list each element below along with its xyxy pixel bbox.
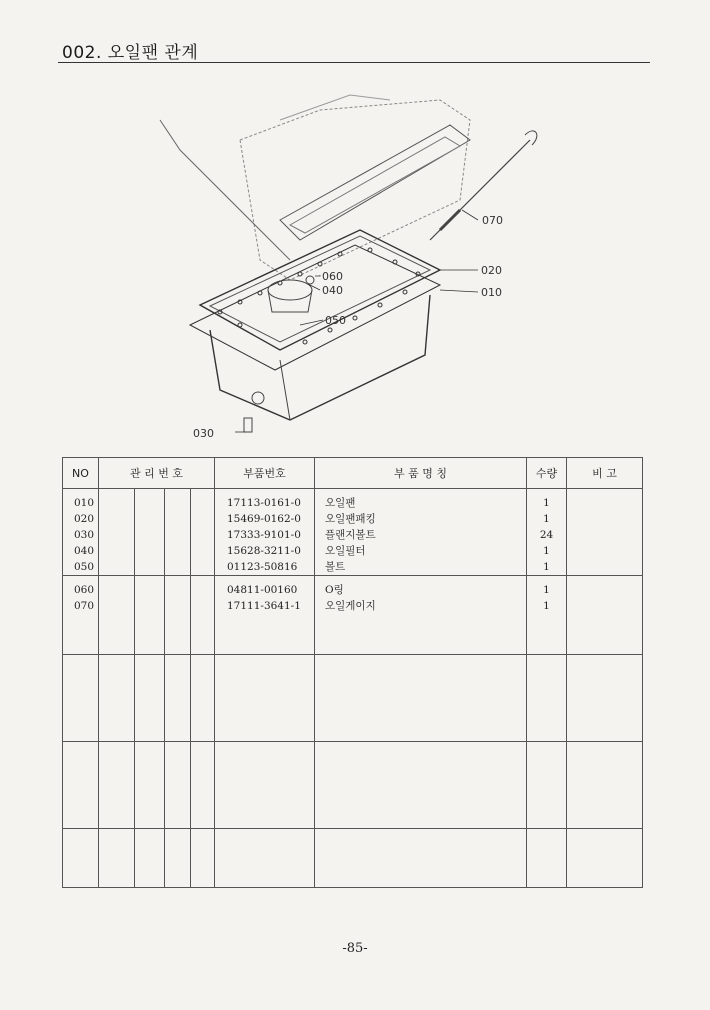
- cell-mgmt-1: [99, 576, 135, 655]
- cell-part-name: [315, 742, 527, 829]
- cell-part-name-value: 오일게이지: [325, 600, 376, 612]
- cell-part-name-value: 플랜지볼트: [325, 529, 376, 541]
- cell-no-value: 010: [74, 497, 95, 509]
- cell-part-no-value: 17333-9101-0: [227, 529, 301, 541]
- cell-part-name: [315, 829, 527, 888]
- cell-mgmt-1: [99, 829, 135, 888]
- page-title: 002. 오일팬 관계: [62, 43, 199, 63]
- callout-040: 040: [322, 284, 343, 297]
- cell-mgmt-2: [135, 576, 165, 655]
- cell-part-name-value: 오일팬: [325, 497, 356, 509]
- cell-no: [63, 829, 99, 888]
- cell-mgmt-3: [165, 489, 191, 576]
- cell-remarks: [567, 655, 643, 742]
- callout-030: 030: [193, 427, 214, 440]
- cell-no: [63, 576, 99, 655]
- cell-remarks: [567, 829, 643, 888]
- callout-070: 070: [482, 214, 503, 227]
- cell-no: [63, 655, 99, 742]
- cell-part-name-value: O링: [325, 584, 344, 596]
- cell-part-no: [215, 576, 315, 655]
- cell-mgmt-4: [191, 742, 215, 829]
- table-header-row: [63, 458, 643, 489]
- cell-qty-value: 1: [543, 600, 550, 612]
- table-row-group: [63, 742, 643, 829]
- cell-part-name: [315, 489, 527, 576]
- header-part-name: 부 품 명 칭: [315, 458, 527, 489]
- cell-qty-value: 1: [543, 513, 550, 525]
- cell-part-no-value: 04811-00160: [227, 584, 298, 596]
- cell-mgmt-1: [99, 489, 135, 576]
- cell-no-value: 040: [74, 545, 95, 557]
- cell-mgmt-2: [135, 489, 165, 576]
- page-number: -85-: [342, 941, 368, 956]
- cell-mgmt-2: [135, 655, 165, 742]
- table-row-group: [63, 829, 643, 888]
- cell-mgmt-4: [191, 829, 215, 888]
- cell-part-no: [215, 829, 315, 888]
- cell-qty-value: 24: [539, 529, 554, 541]
- cell-no-value: 060: [74, 584, 95, 596]
- cell-part-name: [315, 576, 527, 655]
- cell-no: [63, 742, 99, 829]
- cell-no: [63, 489, 99, 576]
- cell-qty: [527, 742, 567, 829]
- cell-part-no: [215, 655, 315, 742]
- cell-mgmt-1: [99, 742, 135, 829]
- cell-remarks: [567, 742, 643, 829]
- cell-mgmt-4: [191, 576, 215, 655]
- cell-no-value: 030: [74, 529, 95, 541]
- cell-part-no-value: 01123-50816: [227, 561, 298, 573]
- cell-qty-value: 1: [543, 561, 550, 573]
- cell-part-no-value: 17111-3641-1: [227, 600, 301, 612]
- header-management-no: 관 리 번 호: [99, 458, 215, 489]
- table-row-group: [63, 576, 643, 655]
- cell-remarks: [567, 576, 643, 655]
- cell-mgmt-1: [99, 655, 135, 742]
- cell-part-no-value: 17113-0161-0: [227, 497, 301, 509]
- callout-010: 010: [481, 286, 502, 299]
- cell-qty-value: 1: [543, 545, 550, 557]
- cell-mgmt-4: [191, 489, 215, 576]
- table-row-group: [63, 489, 643, 576]
- cell-mgmt-3: [165, 655, 191, 742]
- header-no: NO: [63, 458, 99, 489]
- cell-qty: [527, 576, 567, 655]
- table-row-group: [63, 655, 643, 742]
- cell-part-no-value: 15628-3211-0: [227, 545, 301, 557]
- cell-qty-value: 1: [543, 584, 550, 596]
- cell-part-no: [215, 742, 315, 829]
- cell-part-no: [215, 489, 315, 576]
- cell-no-value: 020: [74, 513, 95, 525]
- cell-part-name-value: 오일팬패킹: [325, 513, 376, 525]
- callout-060: 060: [322, 270, 343, 283]
- cell-part-no-value: 15469-0162-0: [227, 513, 301, 525]
- cell-qty: [527, 829, 567, 888]
- cell-mgmt-2: [135, 742, 165, 829]
- cell-no-value: 070: [74, 600, 95, 612]
- callout-050: 050: [325, 314, 346, 327]
- cell-mgmt-4: [191, 655, 215, 742]
- title-underline: [58, 62, 650, 63]
- header-qty: 수량: [527, 458, 567, 489]
- callout-020: 020: [481, 264, 502, 277]
- cell-no-value: 050: [74, 561, 95, 573]
- header-part-no: 부품번호: [215, 458, 315, 489]
- cell-mgmt-2: [135, 829, 165, 888]
- cell-qty: [527, 489, 567, 576]
- header-remarks: 비 고: [567, 458, 643, 489]
- cell-qty-value: 1: [543, 497, 550, 509]
- cell-mgmt-3: [165, 576, 191, 655]
- cell-part-name: [315, 655, 527, 742]
- cell-remarks: [567, 489, 643, 576]
- cell-part-name-value: 오일필터: [325, 545, 366, 557]
- cell-mgmt-3: [165, 829, 191, 888]
- cell-qty: [527, 655, 567, 742]
- parts-table: [62, 457, 643, 888]
- cell-part-name-value: 볼트: [325, 561, 346, 573]
- cell-mgmt-3: [165, 742, 191, 829]
